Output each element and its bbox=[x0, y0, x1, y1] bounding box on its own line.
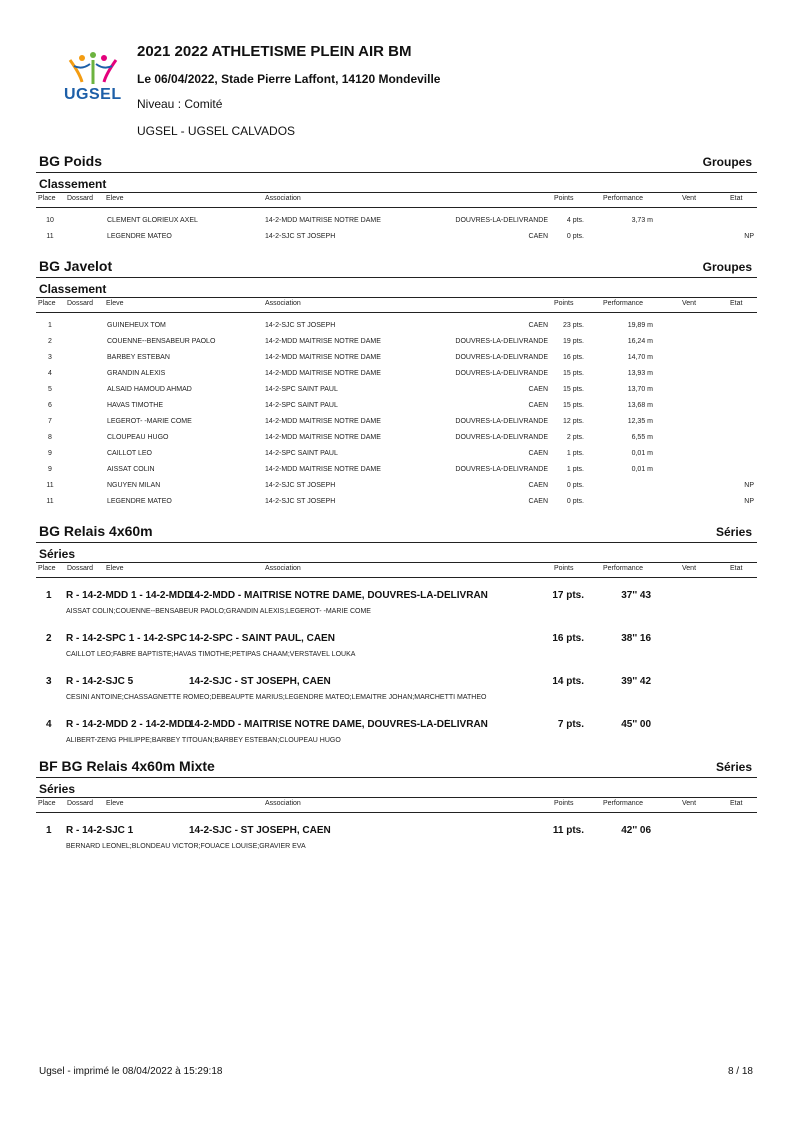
relay-team-row bbox=[36, 825, 757, 839]
result-association: 14-2-MDD MAITRISE NOTRE DAME bbox=[265, 338, 381, 345]
relay-team-name: R - 14-2-SPC 1 - 14-2-SPC bbox=[66, 633, 188, 644]
header-divider bbox=[36, 812, 757, 813]
column-header-row bbox=[36, 298, 757, 312]
relay-performance: 39'' 42 bbox=[621, 676, 651, 687]
result-row bbox=[36, 448, 757, 462]
relay-association: 14-2-SJC - ST JOSEPH, CAEN bbox=[189, 825, 331, 836]
logo-text: UGSEL bbox=[64, 86, 122, 103]
result-association: 14-2-MDD MAITRISE NOTRE DAME bbox=[265, 370, 381, 377]
ugsel-logo bbox=[62, 52, 126, 104]
result-status: NP bbox=[744, 233, 754, 240]
column-header-dossard: Dossard bbox=[67, 300, 94, 307]
result-association: 14-2-SPC SAINT PAUL bbox=[265, 402, 338, 409]
result-athlete: BARBEY ESTEBAN bbox=[107, 354, 170, 361]
result-association: 14-2-MDD MAITRISE NOTRE DAME bbox=[265, 434, 381, 441]
column-header-association: Association bbox=[265, 300, 301, 307]
subsection-title: Classement bbox=[39, 177, 107, 191]
result-points: 1 pts. bbox=[566, 450, 584, 457]
column-header-etat: Etat bbox=[730, 195, 743, 202]
column-header-etat: Etat bbox=[730, 800, 743, 807]
relay-association: 14-2-MDD - MAITRISE NOTRE DAME, DOUVRES-LA-DÉLIVRAN bbox=[189, 590, 488, 601]
section-type: Groupes bbox=[702, 260, 752, 274]
column-header-performance: Performance bbox=[603, 195, 644, 202]
result-points: 15 pts. bbox=[562, 402, 584, 409]
column-header-points: Points bbox=[554, 195, 574, 202]
column-header-performance: Performance bbox=[603, 300, 644, 307]
column-header-performance: Performance bbox=[603, 800, 644, 807]
column-header-eleve: Eleve bbox=[106, 565, 124, 572]
result-row bbox=[36, 400, 757, 414]
result-row bbox=[36, 480, 757, 494]
relay-team-row bbox=[36, 676, 757, 690]
result-place: 11 bbox=[46, 482, 54, 489]
relay-points: 17 pts. bbox=[552, 590, 584, 601]
result-points: 15 pts. bbox=[562, 386, 584, 393]
event-date-place: Le 06/04/2022, Stade Pierre Laffont, 14120 Mondeville bbox=[137, 72, 441, 86]
subsection-title: Séries bbox=[39, 547, 76, 561]
result-points: 19 pts. bbox=[562, 338, 584, 345]
result-points: 0 pts. bbox=[566, 482, 584, 489]
result-performance: 6,55 m bbox=[631, 434, 653, 441]
subsection-title: Classement bbox=[39, 282, 107, 296]
result-performance: 16,24 m bbox=[627, 338, 653, 345]
result-row bbox=[36, 352, 757, 366]
result-athlete: GRANDIN ALEXIS bbox=[107, 370, 166, 377]
result-performance: 19,89 m bbox=[627, 322, 653, 329]
result-association: 14-2-SPC SAINT PAUL bbox=[265, 386, 338, 393]
result-place: 3 bbox=[48, 354, 52, 361]
section-type: Séries bbox=[715, 525, 752, 539]
relay-association: 14-2-SJC - ST JOSEPH, CAEN bbox=[189, 676, 331, 687]
column-header-association: Association bbox=[265, 565, 301, 572]
result-city: DOUVRES-LA-DELIVRANDE bbox=[455, 338, 548, 345]
result-city: DOUVRES-LA-DELIVRANDE bbox=[455, 370, 548, 377]
result-city: CAEN bbox=[528, 233, 548, 240]
result-place: 5 bbox=[48, 386, 52, 393]
section-divider bbox=[36, 542, 757, 543]
relay-team-row bbox=[36, 590, 757, 604]
page-title: 2021 2022 ATHLETISME PLEIN AIR BM bbox=[137, 43, 412, 60]
result-points: 12 pts. bbox=[562, 418, 584, 425]
section-title: BG Poids bbox=[39, 153, 103, 169]
column-header-etat: Etat bbox=[730, 565, 743, 572]
result-city: DOUVRES-LA-DELIVRANDE bbox=[455, 434, 548, 441]
result-city: DOUVRES-LA-DELIVRANDE bbox=[455, 217, 548, 224]
column-header-dossard: Dossard bbox=[67, 800, 94, 807]
result-status: NP bbox=[744, 482, 754, 489]
result-association: 14-2-SJC ST JOSEPH bbox=[265, 233, 336, 240]
result-association: 14-2-SJC ST JOSEPH bbox=[265, 482, 336, 489]
relay-points: 7 pts. bbox=[557, 719, 584, 730]
section-title: BG Relais 4x60m bbox=[39, 523, 153, 539]
column-header-vent: Vent bbox=[682, 195, 697, 202]
result-performance: 0,01 m bbox=[631, 450, 653, 457]
column-header-etat: Etat bbox=[730, 300, 743, 307]
footer-print-info: Ugsel - imprimé le 08/04/2022 à 15:29:18 bbox=[39, 1066, 223, 1077]
relay-points: 14 pts. bbox=[552, 676, 584, 687]
result-points: 4 pts. bbox=[566, 217, 584, 224]
section-divider bbox=[36, 172, 757, 173]
result-performance: 13,70 m bbox=[627, 386, 653, 393]
result-city: CAEN bbox=[528, 482, 548, 489]
result-row bbox=[36, 320, 757, 334]
header-divider bbox=[36, 312, 757, 313]
relay-members: ALIBERT-ZENG PHILIPPE;BARBEY TITOUAN;BARBEY ESTEBAN;CLOUPEAU HUGO bbox=[66, 737, 341, 744]
relay-place: 1 bbox=[46, 825, 52, 836]
result-association: 14-2-SJC ST JOSEPH bbox=[265, 498, 336, 505]
result-row bbox=[36, 336, 757, 350]
result-place: 7 bbox=[48, 418, 52, 425]
column-header-points: Points bbox=[554, 565, 574, 572]
result-athlete: AISSAT COLIN bbox=[107, 466, 155, 473]
result-place: 4 bbox=[48, 370, 52, 377]
result-city: DOUVRES-LA-DELIVRANDE bbox=[455, 354, 548, 361]
relay-association: 14-2-MDD - MAITRISE NOTRE DAME, DOUVRES-LA-DÉLIVRAN bbox=[189, 719, 488, 730]
relay-team-name: R - 14-2-MDD 1 - 14-2-MDD bbox=[66, 590, 192, 601]
column-header-place: Place bbox=[38, 800, 56, 807]
column-header-eleve: Eleve bbox=[106, 300, 124, 307]
result-athlete: COUENNE--BENSABEUR PAOLO bbox=[107, 338, 216, 345]
result-performance: 3,73 m bbox=[631, 217, 653, 224]
relay-performance: 42'' 06 bbox=[621, 825, 651, 836]
column-header-vent: Vent bbox=[682, 300, 697, 307]
relay-team-row bbox=[36, 719, 757, 733]
relay-members: BERNARD LEONEL;BLONDEAU VICTOR;FOUACE LOUISE;GRAVIER EVA bbox=[66, 843, 306, 850]
column-header-association: Association bbox=[265, 195, 301, 202]
result-association: 14-2-SJC ST JOSEPH bbox=[265, 322, 336, 329]
result-points: 16 pts. bbox=[562, 354, 584, 361]
result-points: 0 pts. bbox=[566, 233, 584, 240]
result-row bbox=[36, 416, 757, 430]
relay-team-name: R - 14-2-MDD 2 - 14-2-MDD bbox=[66, 719, 192, 730]
result-association: 14-2-MDD MAITRISE NOTRE DAME bbox=[265, 354, 381, 361]
result-place: 2 bbox=[48, 338, 52, 345]
result-points: 1 pts. bbox=[566, 466, 584, 473]
result-athlete: CAILLOT LEO bbox=[107, 450, 153, 457]
relay-place: 2 bbox=[46, 633, 52, 644]
section-title: BG Javelot bbox=[39, 258, 113, 274]
result-athlete: LEGENDRE MATEO bbox=[107, 498, 172, 505]
result-athlete: NGUYEN MILAN bbox=[107, 482, 161, 489]
section-title: BF BG Relais 4x60m Mixte bbox=[39, 758, 215, 774]
column-header-dossard: Dossard bbox=[67, 195, 94, 202]
column-header-association: Association bbox=[265, 800, 301, 807]
result-row bbox=[36, 384, 757, 398]
section-divider bbox=[36, 277, 757, 278]
result-place: 9 bbox=[48, 466, 52, 473]
result-city: CAEN bbox=[528, 498, 548, 505]
result-place: 11 bbox=[46, 233, 54, 240]
column-header-eleve: Eleve bbox=[106, 800, 124, 807]
relay-members: AISSAT COLIN;COUENNE--BENSABEUR PAOLO;GRANDIN ALEXIS;LEGEROT- -MARIE COME bbox=[66, 608, 371, 615]
result-association: 14-2-SPC SAINT PAUL bbox=[265, 450, 338, 457]
relay-performance: 45'' 00 bbox=[621, 719, 651, 730]
subsection-title: Séries bbox=[39, 782, 76, 796]
result-association: 14-2-MDD MAITRISE NOTRE DAME bbox=[265, 217, 381, 224]
column-header-dossard: Dossard bbox=[67, 565, 94, 572]
result-row bbox=[36, 215, 757, 229]
section-type: Groupes bbox=[702, 155, 752, 169]
relay-members: CAILLOT LEO;FABRE BAPTISTE;HAVAS TIMOTHE;PETIPAS CHAAM;VERSTAVEL LOUKA bbox=[66, 651, 356, 658]
relay-members: CESINI ANTOINE;CHASSAGNETTE ROMEO;DEBEAUPTE MARIUS;LEGENDRE MATEO;LEMAITRE JOHAN;MARCHETTI MATHEO bbox=[66, 694, 487, 701]
result-row bbox=[36, 496, 757, 510]
result-athlete: LEGEROT- -MARIE COME bbox=[107, 418, 192, 425]
result-athlete: GUINEHEUX TOM bbox=[107, 322, 166, 329]
relay-team-name: R - 14-2-SJC 1 bbox=[66, 825, 134, 836]
column-header-place: Place bbox=[38, 300, 56, 307]
column-header-performance: Performance bbox=[603, 565, 644, 572]
header-divider bbox=[36, 207, 757, 208]
event-level: Niveau : Comité bbox=[137, 97, 223, 111]
result-place: 8 bbox=[48, 434, 52, 441]
relay-points: 16 pts. bbox=[552, 633, 584, 644]
relay-performance: 37'' 43 bbox=[621, 590, 651, 601]
column-header-place: Place bbox=[38, 195, 56, 202]
result-athlete: LEGENDRE MATEO bbox=[107, 233, 172, 240]
relay-team-row bbox=[36, 633, 757, 647]
result-association: 14-2-MDD MAITRISE NOTRE DAME bbox=[265, 466, 381, 473]
section-type: Séries bbox=[715, 760, 752, 774]
relay-place: 1 bbox=[46, 590, 52, 601]
result-city: DOUVRES-LA-DELIVRANDE bbox=[455, 466, 548, 473]
relay-association: 14-2-SPC - SAINT PAUL, CAEN bbox=[189, 633, 335, 644]
result-athlete: CLOUPEAU HUGO bbox=[107, 434, 169, 441]
result-place: 9 bbox=[48, 450, 52, 457]
result-place: 6 bbox=[48, 402, 52, 409]
result-performance: 13,68 m bbox=[627, 402, 653, 409]
result-place: 11 bbox=[46, 498, 54, 505]
result-points: 23 pts. bbox=[562, 322, 584, 329]
page-number: 8 / 18 bbox=[727, 1066, 753, 1077]
result-performance: 14,70 m bbox=[627, 354, 653, 361]
event-organizer: UGSEL - UGSEL CALVADOS bbox=[137, 124, 296, 138]
column-header-points: Points bbox=[554, 800, 574, 807]
result-points: 15 pts. bbox=[562, 370, 584, 377]
result-status: NP bbox=[744, 498, 754, 505]
result-points: 0 pts. bbox=[566, 498, 584, 505]
relay-place: 3 bbox=[46, 676, 52, 687]
result-city: CAEN bbox=[528, 386, 548, 393]
result-place: 10 bbox=[46, 217, 54, 224]
result-city: CAEN bbox=[528, 322, 548, 329]
result-performance: 0,01 m bbox=[631, 466, 653, 473]
result-place: 1 bbox=[48, 322, 52, 329]
result-performance: 13,93 m bbox=[627, 370, 653, 377]
result-row bbox=[36, 231, 757, 245]
column-header-row bbox=[36, 563, 757, 577]
section-divider bbox=[36, 777, 757, 778]
result-row bbox=[36, 368, 757, 382]
column-header-eleve: Eleve bbox=[106, 195, 124, 202]
column-header-points: Points bbox=[554, 300, 574, 307]
relay-team-name: R - 14-2-SJC 5 bbox=[66, 676, 134, 687]
result-city: CAEN bbox=[528, 402, 548, 409]
relay-place: 4 bbox=[46, 719, 52, 730]
result-city: CAEN bbox=[528, 450, 548, 457]
column-header-row bbox=[36, 798, 757, 812]
result-performance: 12,35 m bbox=[627, 418, 653, 425]
result-athlete: HAVAS TIMOTHE bbox=[107, 402, 164, 409]
header-divider bbox=[36, 577, 757, 578]
result-row bbox=[36, 464, 757, 478]
result-points: 2 pts. bbox=[566, 434, 584, 441]
result-athlete: CLEMENT GLORIEUX AXEL bbox=[107, 217, 198, 224]
column-header-vent: Vent bbox=[682, 800, 697, 807]
column-header-row bbox=[36, 193, 757, 207]
result-athlete: ALSAID HAMOUD AHMAD bbox=[107, 386, 192, 393]
column-header-place: Place bbox=[38, 565, 56, 572]
column-header-vent: Vent bbox=[682, 565, 697, 572]
relay-performance: 38'' 16 bbox=[621, 633, 651, 644]
result-association: 14-2-MDD MAITRISE NOTRE DAME bbox=[265, 418, 381, 425]
result-city: DOUVRES-LA-DELIVRANDE bbox=[455, 418, 548, 425]
relay-points: 11 pts. bbox=[552, 825, 584, 836]
result-row bbox=[36, 432, 757, 446]
